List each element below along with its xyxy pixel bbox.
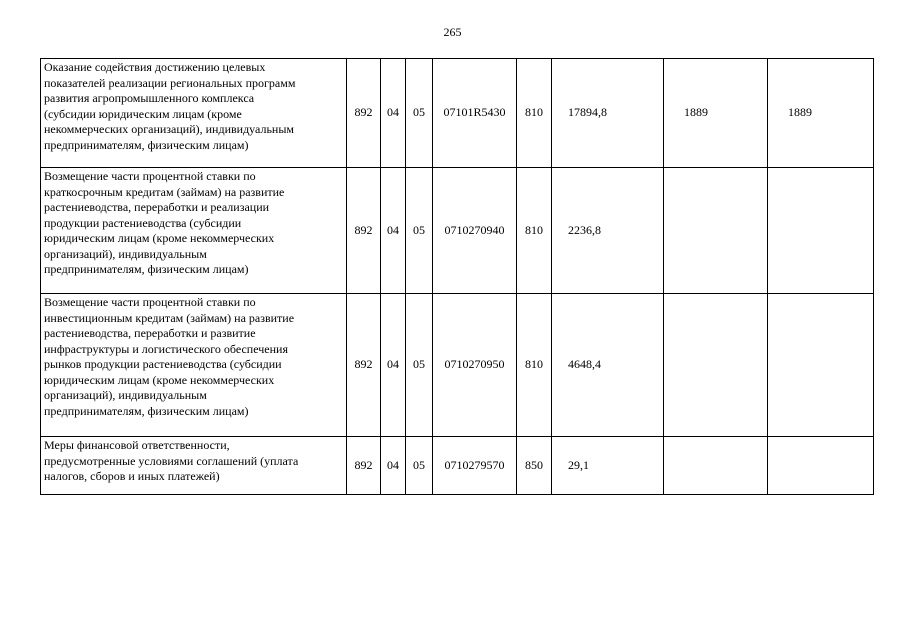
row-description: Возмещение части процентной ставки по краткосрочным кредитам (займам) на развитие растениеводства, переработки и реализации продукции растениеводства (субсидии юридическим лицам (кроме некоммерческих организаций), индивидуальным предпринимателям, физическим лицам) [41,168,347,294]
section-code: 04 [381,168,406,294]
ministry-code: 892 [347,168,381,294]
target-item-code: 0710279570 [433,437,517,495]
section-code: 04 [381,294,406,437]
amount-year-3 [768,294,874,437]
amount-year-3: 1889 [768,59,874,168]
amount-year-1: 29,1 [552,437,664,495]
ministry-code: 892 [347,437,381,495]
amount-year-2 [664,168,768,294]
table-row [41,437,874,495]
amount-year-1: 4648,4 [552,294,664,437]
row-description: Меры финансовой ответственности, предусмотренные условиями соглашений (уплата налогов, сборов и иных платежей) [41,437,347,495]
row-description: Оказание содействия достижению целевых показателей реализации региональных программ развития агропромышленного комплекса (субсидии юридическим лицам (кроме некоммерческих организаций), индивидуальным предпринимателям, физическим лицам) [41,59,347,168]
expense-type-code: 810 [517,168,552,294]
budget-table [40,58,874,495]
subsection-code: 05 [406,59,433,168]
target-item-code: 0710270940 [433,168,517,294]
amount-year-1: 17894,8 [552,59,664,168]
target-item-code: 0710270950 [433,294,517,437]
amount-year-1: 2236,8 [552,168,664,294]
table-row [41,168,874,294]
section-code: 04 [381,59,406,168]
expense-type-code: 810 [517,294,552,437]
ministry-code: 892 [347,59,381,168]
amount-year-3 [768,168,874,294]
target-item-code: 07101R5430 [433,59,517,168]
subsection-code: 05 [406,437,433,495]
ministry-code: 892 [347,294,381,437]
page-number: 265 [443,25,462,39]
row-description: Возмещение части процентной ставки по инвестиционным кредитам (займам) на развитие растениеводства, переработки и развитие инфраструктуры и логистического обеспечения рынков продукции растениеводства (субсидии юридическим лицам (кроме некоммерческих организаций), индивидуальным предпринимателям, физическим лицам) [41,294,347,437]
amount-year-2 [664,294,768,437]
table-row [41,294,874,437]
subsection-code: 05 [406,294,433,437]
amount-year-2: 1889 [664,59,768,168]
amount-year-2 [664,437,768,495]
table-row [41,59,874,168]
amount-year-3 [768,437,874,495]
section-code: 04 [381,437,406,495]
subsection-code: 05 [406,168,433,294]
expense-type-code: 810 [517,59,552,168]
expense-type-code: 850 [517,437,552,495]
